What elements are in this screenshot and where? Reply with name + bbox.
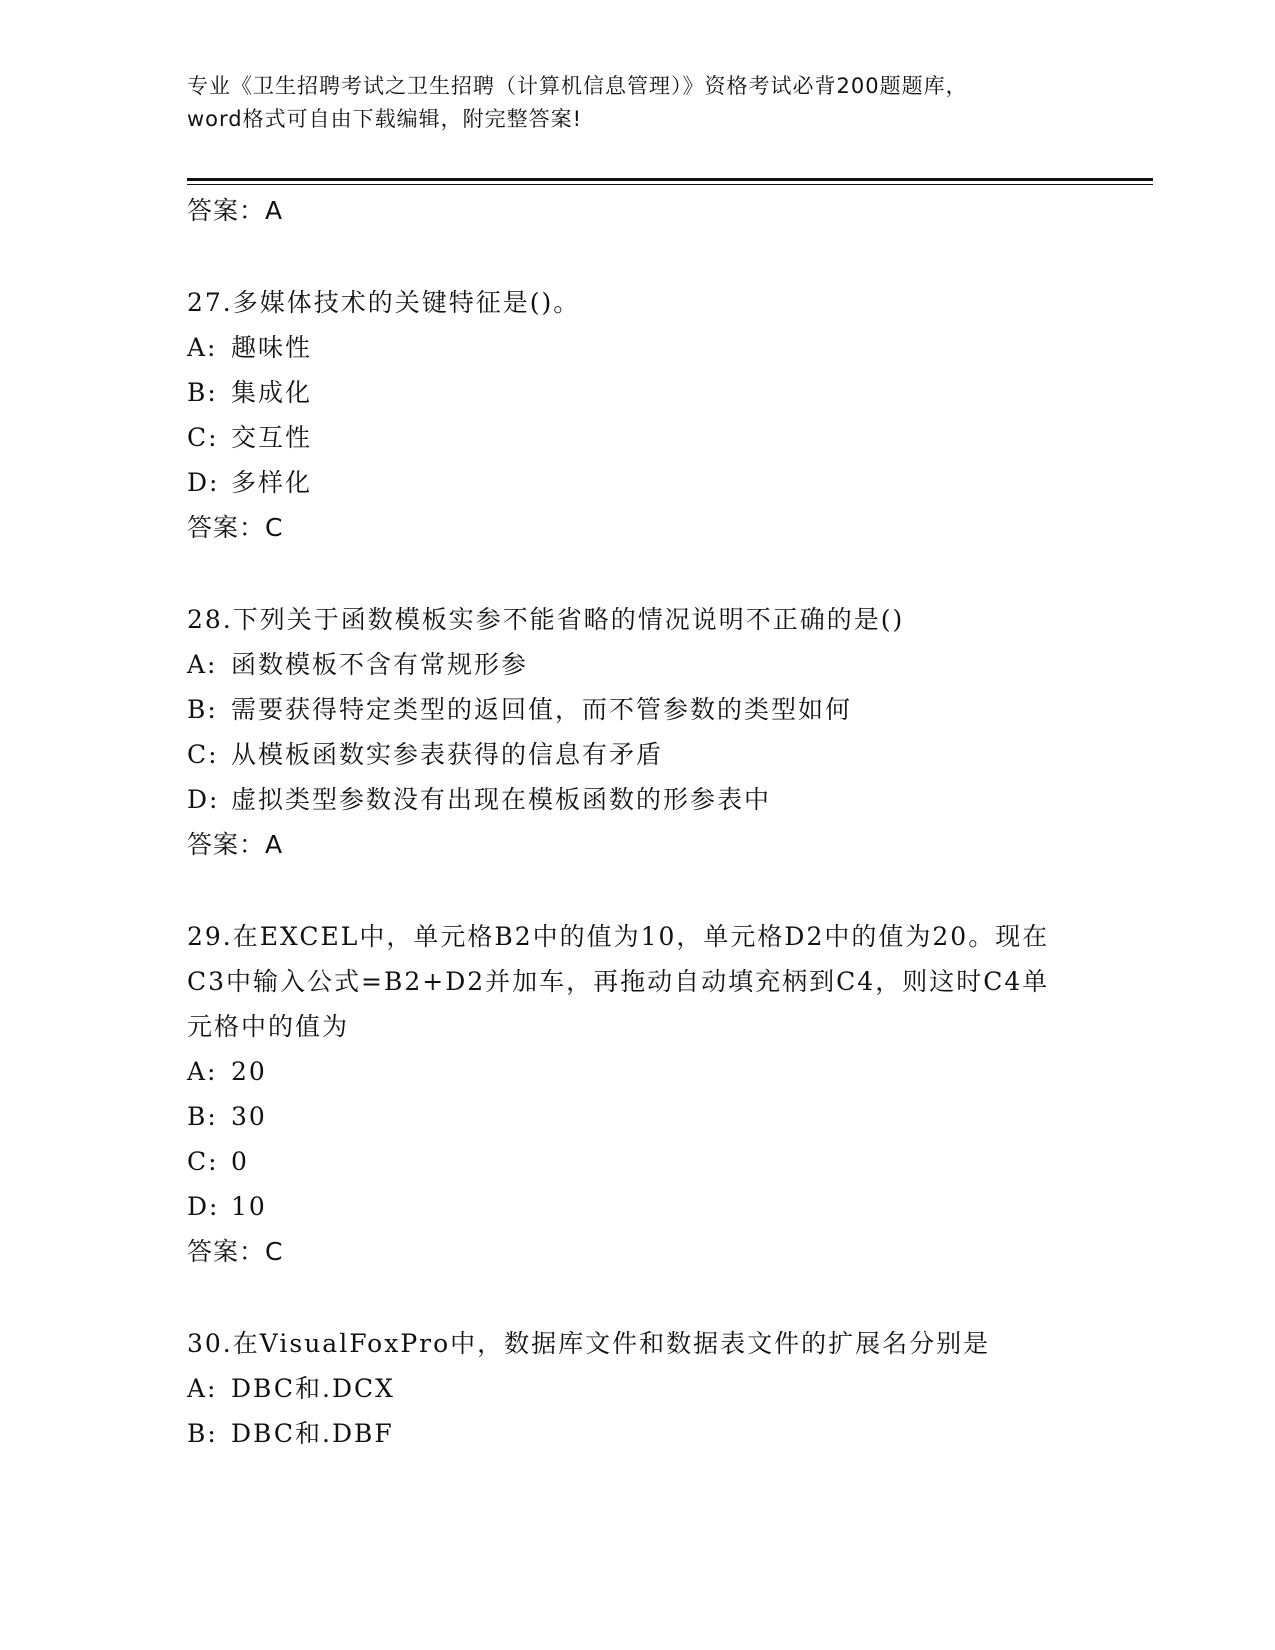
- option-text: 20: [231, 1057, 267, 1086]
- answer-line: [187, 1229, 1067, 1274]
- header-title-line2: word格式可自由下载编辑，附完整答案!: [187, 107, 583, 131]
- option-c: [187, 732, 1067, 777]
- option-label: A:: [187, 1057, 218, 1086]
- option-text: 函数模板不含有常规形参: [231, 650, 529, 679]
- question-text: 29.在EXCEL中，单元格B2中的值为10，单元格D2中的值为20。现在C3中输入公式=B2+D2并加车，再拖动自动填充柄到C4，则这时C4单元格中的值为: [187, 922, 1050, 1041]
- option-text: 从模板函数实参表获得的信息有矛盾: [231, 740, 664, 769]
- answer-value: C: [265, 513, 284, 542]
- answer-value: C: [265, 1237, 284, 1266]
- answer-line: [187, 505, 1067, 550]
- option-text: 30: [231, 1102, 267, 1131]
- option-a: [187, 325, 1067, 370]
- option-text: 0: [231, 1147, 249, 1176]
- option-label: B:: [187, 1102, 218, 1131]
- option-label: B:: [187, 695, 218, 724]
- option-text: 多样化: [231, 468, 313, 497]
- option-text: 趣味性: [231, 333, 313, 362]
- option-label: D:: [187, 1192, 220, 1221]
- option-d: [187, 777, 1067, 822]
- option-text: 10: [231, 1192, 267, 1221]
- question-text: 30.在VisualFoxPro中，数据库文件和数据表文件的扩展名分别是: [187, 1329, 991, 1358]
- option-label: A:: [187, 1374, 218, 1403]
- header-divider-thick: [187, 178, 1153, 181]
- option-a: [187, 1049, 1067, 1094]
- option-text: 集成化: [231, 378, 313, 407]
- option-b: [187, 1094, 1067, 1139]
- question-text: 27.多媒体技术的关键特征是()。: [187, 288, 581, 317]
- option-label: B:: [187, 1419, 218, 1448]
- answer-prefix: 答案：: [187, 830, 266, 859]
- option-c: [187, 415, 1067, 460]
- option-a: [187, 1366, 1067, 1411]
- answer-line: [187, 822, 1067, 867]
- option-label: D:: [187, 468, 220, 497]
- page-header: [187, 70, 1087, 136]
- option-label: C:: [187, 423, 219, 452]
- answer-prefix: 答案：: [187, 196, 266, 225]
- question-block: [187, 597, 1067, 867]
- question-text: 28.下列关于函数模板实参不能省略的情况说明不正确的是(): [187, 605, 905, 634]
- option-text: 交互性: [231, 423, 313, 452]
- option-label: A:: [187, 333, 218, 362]
- answer-value: A: [265, 196, 284, 225]
- option-c: [187, 1139, 1067, 1184]
- option-text: 需要获得特定类型的返回值，而不管参数的类型如何: [231, 695, 853, 724]
- option-label: C:: [187, 1147, 219, 1176]
- question-block: [187, 280, 1067, 550]
- question-list: [187, 188, 1067, 1456]
- option-a: [187, 642, 1067, 687]
- option-b: [187, 1411, 1067, 1456]
- answer-value: A: [265, 830, 284, 859]
- option-label: B:: [187, 378, 218, 407]
- question-block: [187, 1321, 1067, 1456]
- option-text: DBC和.DBF: [231, 1419, 394, 1448]
- option-d: [187, 1184, 1067, 1229]
- option-label: D:: [187, 785, 220, 814]
- question-block: [187, 914, 1067, 1274]
- answer-prefix: 答案：: [187, 513, 266, 542]
- answer-prefix: 答案：: [187, 1237, 266, 1266]
- option-text: DBC和.DCX: [231, 1374, 395, 1403]
- answer-line: [187, 188, 1067, 233]
- header-title-line1: 专业《卫生招聘考试之卫生招聘（计算机信息管理）》资格考试必背200题题库，: [187, 74, 968, 98]
- option-b: [187, 370, 1067, 415]
- option-b: [187, 687, 1067, 732]
- option-d: [187, 460, 1067, 505]
- option-text: 虚拟类型参数没有出现在模板函数的形参表中: [231, 785, 772, 814]
- option-label: C:: [187, 740, 219, 769]
- option-label: A:: [187, 650, 218, 679]
- header-divider-thin: [187, 184, 1153, 185]
